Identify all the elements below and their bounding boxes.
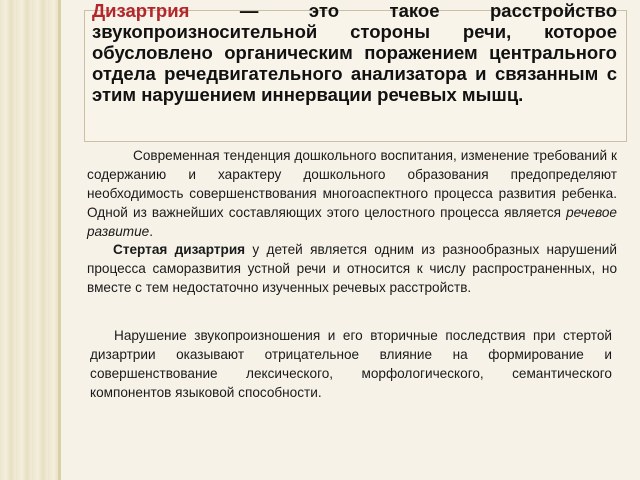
paragraph-1-end: . <box>149 224 154 239</box>
decorative-side-panel <box>0 0 60 480</box>
definition-term: Дизартрия <box>92 0 190 21</box>
definition-block <box>92 0 617 105</box>
paragraph-2-lead: Стертая дизартрия <box>113 242 246 257</box>
paragraph-3 <box>90 326 612 402</box>
paragraph-2 <box>87 240 617 297</box>
paragraph-1-text: Современная тенденция дошкольного воспитания, изменение требований к содержанию и характеру дошкольного образования предопределяют необходимость совершенствования многоаспектного процесса развития ребенка. Одной из важнейших составляющих этого целостного процесса является <box>87 148 617 220</box>
paragraph-1 <box>87 146 617 241</box>
paragraph-3-text: Нарушение звукопроизношения и его вторичные последствия при стертой дизартрии оказывают отрицательное влияние на формирование и совершенствование лексического, морфологического, семантического компонентов языковой способности. <box>90 328 612 400</box>
paragraph-2-text: у детей является одним из разнообразных нарушений процесса саморазвития устной речи и относится к числу распространенных, но вместе с тем недостаточно изученных речевых расстройств. <box>87 242 617 295</box>
definition-text: — это такое расстройство звукопроизносительной стороны речи, которое обусловлено органическим поражением центрального отдела речедвигательного анализатора и связанным с этим нарушением иннервации речевых мышц. <box>92 0 617 105</box>
definition-first-line <box>92 0 617 105</box>
side-divider <box>58 0 61 480</box>
paragraph-1-emphasis: речевое развитие <box>87 205 617 239</box>
